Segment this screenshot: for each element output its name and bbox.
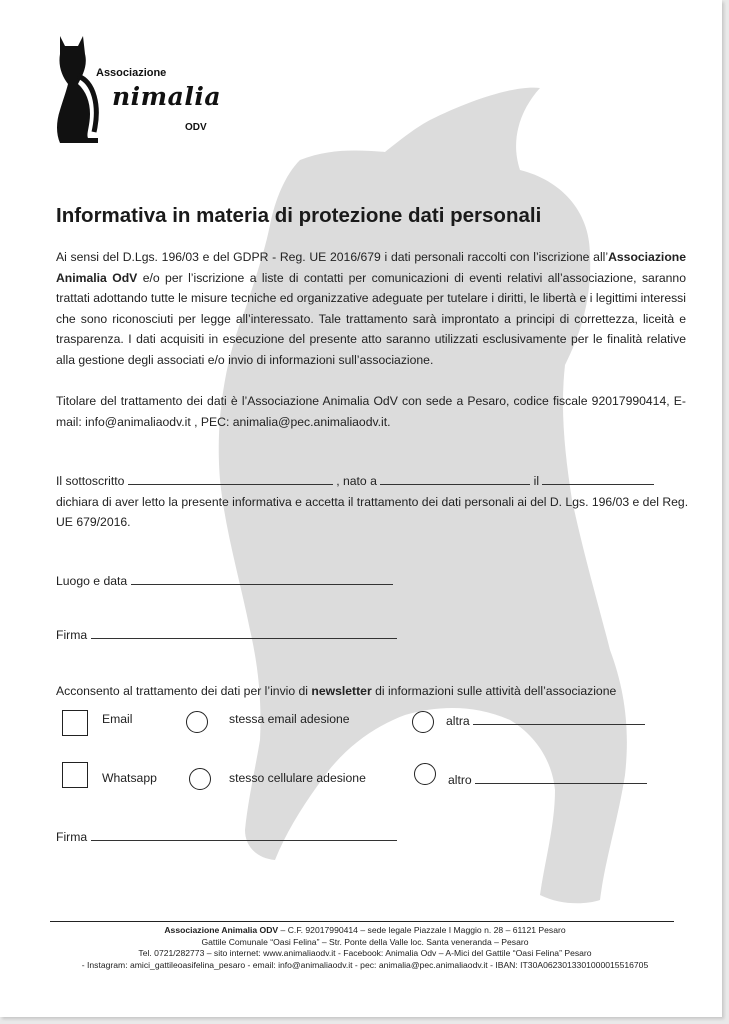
firma-field[interactable] [91,626,397,639]
email-other-field[interactable] [473,712,645,725]
footer-line-4: - Instagram: amici_gattileoasifelina_pesaro - email: info@animaliaodv.it - pec: animalia@pec.animaliaodv.it - IBAN: IT30A0623013301000015516705 [81,959,649,970]
luogo-data-label: Luogo e data [56,574,128,588]
declaration-block [56,471,696,533]
footer-legal-info: – C.F. 92017990414 – sede legale Piazzale I Maggio n. 28 – 61121 Pesaro [278,925,566,935]
nato-label: , nato a [336,474,377,488]
newsletter-bold: newsletter [311,684,372,698]
data-controller-paragraph: Titolare del trattamento dei dati è l’Associazione Animalia OdV con sede a Pesaro, codice fiscale 92017990414, E-mail: info@animaliaodv.it , PEC: animalia@pec.animaliaodv.it. [56,394,686,429]
paragraph-text: Ai sensi del D.Lgs. 196/03 e del GDPR - Reg. UE 2016/679 i dati personali raccolti con l’iscrizione all’ [56,250,609,264]
email-same-radio[interactable] [186,711,208,733]
luogo-data-row [56,572,393,588]
document-title: Informativa in materia di protezione dati personali [56,204,542,227]
whatsapp-other-field[interactable] [475,771,647,784]
footer [20,925,710,971]
firma-row-2 [56,828,397,844]
sottoscritto-label: Il sottoscritto [56,474,125,488]
birthdate-field[interactable] [542,472,654,485]
firma-label-2: Firma [56,830,88,844]
footer-line-1 [20,925,710,937]
email-other-label: altra [446,714,470,728]
email-other-radio[interactable] [412,711,434,733]
newsletter-consent [56,684,616,698]
logo-text-associazione: Associazione [96,67,167,79]
privacy-paragraph [56,247,686,370]
email-other-row [446,712,645,728]
cat-logo-icon [54,36,114,146]
whatsapp-label: Whatsapp [102,771,157,785]
association-name-bold: Associazione Animalia OdV [56,250,686,285]
whatsapp-other-row [448,771,647,787]
firma-field-2[interactable] [91,828,397,841]
footer-line-2: Gattile Comunale “Oasi Felina” – Str. Ponte della Valle loc. Santa veneranda – Pesaro [201,936,529,947]
firma-label: Firma [56,628,88,642]
luogo-data-field[interactable] [131,572,393,585]
il-label: il [533,474,540,488]
name-field[interactable] [128,472,333,485]
email-label: Email [102,712,133,726]
declaration-text: dichiara di aver letto la presente informativa e accetta il trattamento dei dati personali ai del D. Lgs. 196/03 e del Reg. UE 679/2016. [56,494,689,529]
whatsapp-other-radio[interactable] [414,763,436,785]
birthplace-field[interactable] [380,472,530,485]
footer-association-name: Associazione Animalia ODV [164,925,279,935]
whatsapp-checkbox[interactable] [62,762,88,788]
footer-line-3: Tel. 0721/282773 – sito internet: www.animaliaodv.it - Facebook: Animalia Odv – A-Mici del Gattile “Oasi Felina” Pesaro [138,948,592,958]
consent-text: di informazioni sulle attività dell’associazione [371,684,617,698]
email-same-label: stessa email adesione [229,712,350,726]
logo-text-animalia: nimalia [112,82,222,111]
whatsapp-other-label: altro [448,773,472,787]
footer-divider [50,921,674,922]
whatsapp-same-radio[interactable] [189,768,211,790]
association-logo [54,36,234,146]
consent-text: Acconsento al trattamento dei dati per l’invio di [56,684,312,698]
logo-text-odv: ODV [185,122,207,133]
firma-row [56,626,397,642]
whatsapp-same-label: stesso cellulare adesione [229,771,366,785]
email-checkbox[interactable] [62,710,88,736]
paragraph-text: e/o per l’iscrizione a liste di contatti per comunicazioni di eventi relativi all’associazione, saranno trattati adottando tutte le misure tecniche ed organizzative adeguate per tutelare i diritti, le libertà e i legittimi interessi che sono riconosciuti per legge all’interessato. Tale trattamento sarà improntato a principi di correttezza, liceità e trasparenza. I dati acquisiti in esecuzione del presente atto saranno utilizzati esclusivamente per le finalità relative alla gestione degli associati e/o invio di informazioni sull’associazione. [56,270,686,367]
